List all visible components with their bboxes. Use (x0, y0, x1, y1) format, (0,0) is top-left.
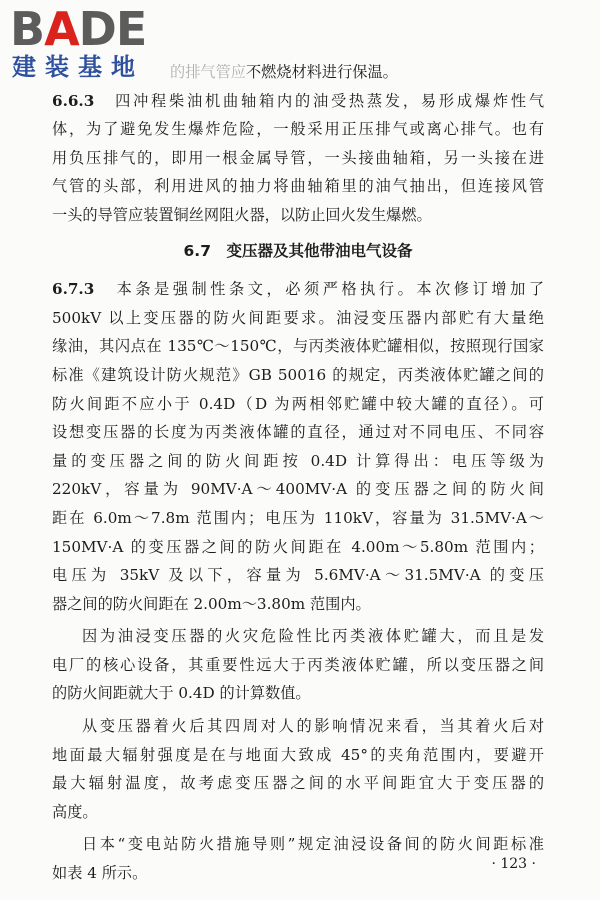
clause-6-6-3 (52, 87, 544, 230)
paragraph-line: 地面最大辐射强度是在与地面大致成 45°的夹角范围内，要避开 (52, 745, 544, 764)
clause-number: 6.6.3 (52, 91, 95, 110)
section-heading: 6.7 变压器及其他带油电气设备 (183, 241, 413, 260)
clause-line: 220kV，容量为 90MV·A～400MV·A 的变压器之间的防火间 (52, 480, 544, 499)
paragraph-line: 从变压器着火后其四周对人的影响情况来看，当其着火后对 (82, 717, 544, 736)
obscured-text: 的排气管应 (170, 63, 246, 81)
paragraph-line: 高度。 (52, 802, 98, 821)
clause-line: 500kV 以上变压器的防火间距要求。油浸变压器内部贮有大量绝 (52, 308, 544, 327)
continued-line: 的排气管应不燃烧材料进行保温。 (170, 63, 398, 81)
clause-line: 用负压排气的，即用一根金属导管，一头接曲轴箱，另一头接在进 (52, 148, 544, 167)
paragraph-4 (52, 830, 544, 887)
clause-line: 量的变压器之间的防火间距按 0.4D 计算得出：电压等级为 (52, 451, 544, 470)
watermark-brand-accent: A (44, 2, 79, 56)
clause-line: 体，为了避免发生爆炸危险，一般采用正压排气或离心排气。也有 (52, 120, 544, 139)
clause-number: 6.7.3 (52, 280, 95, 299)
watermark-brand: BADE (10, 2, 147, 56)
paragraph-line: 日本“变电站防火措施导则”规定油浸设备间的防火间距标准 (82, 835, 544, 854)
clause-line: 距在 6.0m～7.8m 范围内；电压为 110kV，容量为 31.5MV·A～ (52, 508, 544, 527)
clause-line: 气管的头部，利用进风的抽力将曲轴箱里的油气抽出，但连接风管 (52, 177, 544, 196)
paragraph-3 (52, 712, 544, 826)
paragraph-line: 如表 4 所示。 (52, 864, 148, 883)
clause-line: 缘油，其闪点在 135℃～150℃，与丙类液体贮罐相似，按照现行国家 (52, 337, 544, 356)
paragraph-line: 最大辐射温度，故考虑变压器之间的水平间距宜大于变压器的 (52, 774, 544, 793)
clause-line: 防火间距不应小于 0.4D（D 为两相邻贮罐中较大罐的直径）。可 (52, 394, 544, 413)
paragraph-line: 因为油浸变压器的火灾危险性比丙类液体贮罐大，而且是发 (82, 627, 544, 646)
clause-line: 设想变压器的长度为丙类液体罐的直径，通过对不同电压、不同容 (52, 423, 544, 442)
paragraph-line: 电厂的核心设备，其重要性远大于丙类液体贮罐，所以变压器之间 (52, 655, 544, 674)
paragraph-2 (52, 622, 544, 708)
clause-line: 6.7.3 本条是强制性条文，必须严格执行。本次修订增加了 (52, 280, 544, 299)
clause-line: 一头的导管应装置铜丝网阻火器，以防止回火发生爆燃。 (52, 205, 432, 224)
page-content (52, 58, 544, 888)
clause-line: 标准《建筑设计防火规范》GB 50016 的规定，丙类液体贮罐之间的 (52, 365, 544, 384)
clause-line: 器之间的防火间距在 2.00m～3.80m 范围内。 (52, 594, 371, 613)
clause-line: 电压为 35kV 及以下，容量为 5.6MV·A～31.5MV·A 的变压 (52, 566, 544, 585)
clause-line: 6.6.3 四冲程柴油机曲轴箱内的油受热蒸发，易形成爆炸性气 (52, 91, 544, 110)
watermark-subtitle: 建装基地 (12, 53, 144, 81)
paragraph-line: 的防火间距就大于 0.4D 的计算数值。 (52, 684, 311, 703)
page-number: · 123 · (491, 856, 536, 872)
clause-6-7-3 (52, 275, 544, 618)
clause-line: 150MV·A 的变压器之间的防火间距在 4.00m～5.80m 范围内； (52, 537, 544, 556)
